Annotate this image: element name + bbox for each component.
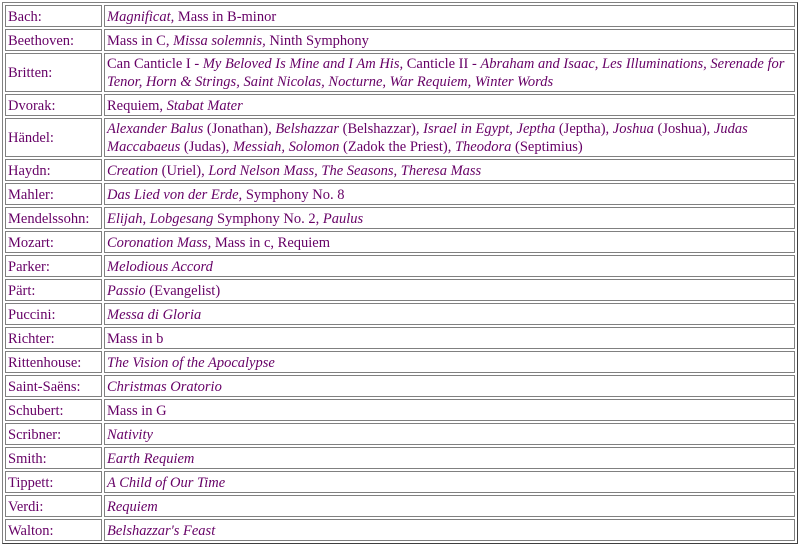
composer-cell: Dvorak: <box>5 94 102 116</box>
table-row <box>5 399 795 421</box>
table-row <box>5 447 795 469</box>
work-title: Coronation Mass, <box>107 234 212 251</box>
composer-cell: Beethoven: <box>5 29 102 51</box>
works-cell <box>104 399 795 421</box>
work-title: Christmas Oratorio <box>107 378 222 395</box>
work-text: (Evangelist) <box>145 282 221 299</box>
work-title: Melodious Accord <box>107 258 213 275</box>
works-cell <box>104 94 795 116</box>
work-text: (Belshazzar), <box>338 121 424 137</box>
work-title: Magnificat, <box>107 8 175 25</box>
table-row <box>5 279 795 301</box>
table-row <box>5 255 795 277</box>
work-title: My Beloved Is Mine and I Am His, <box>202 56 404 72</box>
table-row <box>5 207 795 229</box>
composer-cell: Pärt: <box>5 279 102 301</box>
table-row <box>5 495 795 517</box>
work-title: Alexander Balus <box>107 121 204 137</box>
composer-cell: Puccini: <box>5 303 102 325</box>
work-title: Requiem <box>107 498 158 515</box>
works-cell <box>104 255 795 277</box>
repertoire-table <box>2 2 798 544</box>
work-title: Belshazzar <box>275 121 339 137</box>
work-title: Messiah, Solomon <box>233 139 340 155</box>
table-row <box>5 375 795 397</box>
composer-cell: Händel: <box>5 118 102 157</box>
work-title: Stabat Mater <box>166 97 243 114</box>
work-text: Mass in B-minor <box>174 8 277 25</box>
work-text: Mass in c, Requiem <box>211 234 331 251</box>
work-text: Symphony No. 2, <box>213 210 323 227</box>
composer-cell: Verdi: <box>5 495 102 517</box>
work-title: Earth Requiem <box>107 450 195 467</box>
work-text: Mass in C, <box>107 32 174 49</box>
work-title: Abraham and Isaac, Les Illuminations, Serenade for Tenor, Horn & Strings, Saint Nicolas, Nocturne, War Requiem, Winter Words <box>107 56 785 90</box>
work-title: Lord Nelson Mass, The Seasons, Theresa Mass <box>208 162 482 179</box>
table-row <box>5 118 795 157</box>
work-title: Paulus <box>322 210 364 227</box>
works-cell <box>104 159 795 181</box>
table-row <box>5 183 795 205</box>
composer-cell: Smith: <box>5 447 102 469</box>
works-cell <box>104 231 795 253</box>
table-row <box>5 519 795 541</box>
composer-cell: Haydn: <box>5 159 102 181</box>
composer-cell: Walton: <box>5 519 102 541</box>
work-title: Das Lied von der Erde, <box>107 186 243 203</box>
work-title: Israel in Egypt, Jeptha <box>423 121 556 137</box>
work-title: Theodora <box>454 139 512 155</box>
composer-cell: Tippett: <box>5 471 102 493</box>
works-cell <box>104 351 795 373</box>
work-text: (Uriel), <box>158 162 209 179</box>
work-title: Missa solemnis, <box>173 32 266 49</box>
composer-cell: Richter: <box>5 327 102 349</box>
works-cell <box>104 471 795 493</box>
composer-cell: Parker: <box>5 255 102 277</box>
work-text: Mass in b <box>107 330 164 347</box>
composer-cell: Schubert: <box>5 399 102 421</box>
works-cell <box>104 279 795 301</box>
table-row <box>5 29 795 51</box>
work-title: Passio <box>107 282 146 299</box>
works-cell <box>104 423 795 445</box>
composer-cell: Rittenhouse: <box>5 351 102 373</box>
work-title: A Child of Our Time <box>107 474 226 491</box>
table-row <box>5 471 795 493</box>
work-title: The Vision of the Apocalypse <box>107 354 275 371</box>
works-cell <box>104 183 795 205</box>
table-row <box>5 327 795 349</box>
work-title: Judas Maccabaeus <box>107 121 748 155</box>
work-text: Requiem, <box>107 97 167 114</box>
table-row <box>5 53 795 92</box>
table-row <box>5 351 795 373</box>
composer-cell: Britten: <box>5 53 102 92</box>
table-row <box>5 5 795 27</box>
works-cell <box>104 495 795 517</box>
works-cell <box>104 375 795 397</box>
works-cell <box>104 118 795 157</box>
work-title: Nativity <box>107 426 153 443</box>
table-row <box>5 94 795 116</box>
composer-cell: Mendelssohn: <box>5 207 102 229</box>
table-row <box>5 159 795 181</box>
composer-cell: Bach: <box>5 5 102 27</box>
composer-cell: Mozart: <box>5 231 102 253</box>
work-text: Mass in G <box>107 402 167 419</box>
table-row <box>5 303 795 325</box>
composer-cell: Mahler: <box>5 183 102 205</box>
work-text: (Septimius) <box>511 139 583 155</box>
works-cell <box>104 207 795 229</box>
works-cell <box>104 519 795 541</box>
composer-cell: Saint-Saëns: <box>5 375 102 397</box>
work-text: Ninth Symphony <box>265 32 369 49</box>
works-cell <box>104 5 795 27</box>
works-cell <box>104 53 795 92</box>
work-text: (Jonathan), <box>203 121 276 137</box>
work-text: (Jeptha), <box>555 121 613 137</box>
table-row <box>5 231 795 253</box>
works-cell <box>104 29 795 51</box>
work-text: Symphony No. 8 <box>242 186 345 203</box>
work-text: (Judas), <box>180 139 234 155</box>
works-cell <box>104 327 795 349</box>
composer-cell: Scribner: <box>5 423 102 445</box>
work-text: (Zadok the Priest), <box>339 139 455 155</box>
work-title: Messa di Gloria <box>107 306 202 323</box>
work-title: Elijah, Lobgesang <box>107 210 214 227</box>
works-cell <box>104 303 795 325</box>
work-text: Canticle II - <box>403 56 481 72</box>
work-text: (Joshua), <box>653 121 714 137</box>
table-row <box>5 423 795 445</box>
work-title: Belshazzar's Feast <box>107 522 216 539</box>
work-title: Joshua <box>612 121 654 137</box>
works-cell <box>104 447 795 469</box>
work-text: Can Canticle I - <box>107 56 203 72</box>
work-title: Creation <box>107 162 159 179</box>
repertoire-table-body <box>5 5 795 541</box>
